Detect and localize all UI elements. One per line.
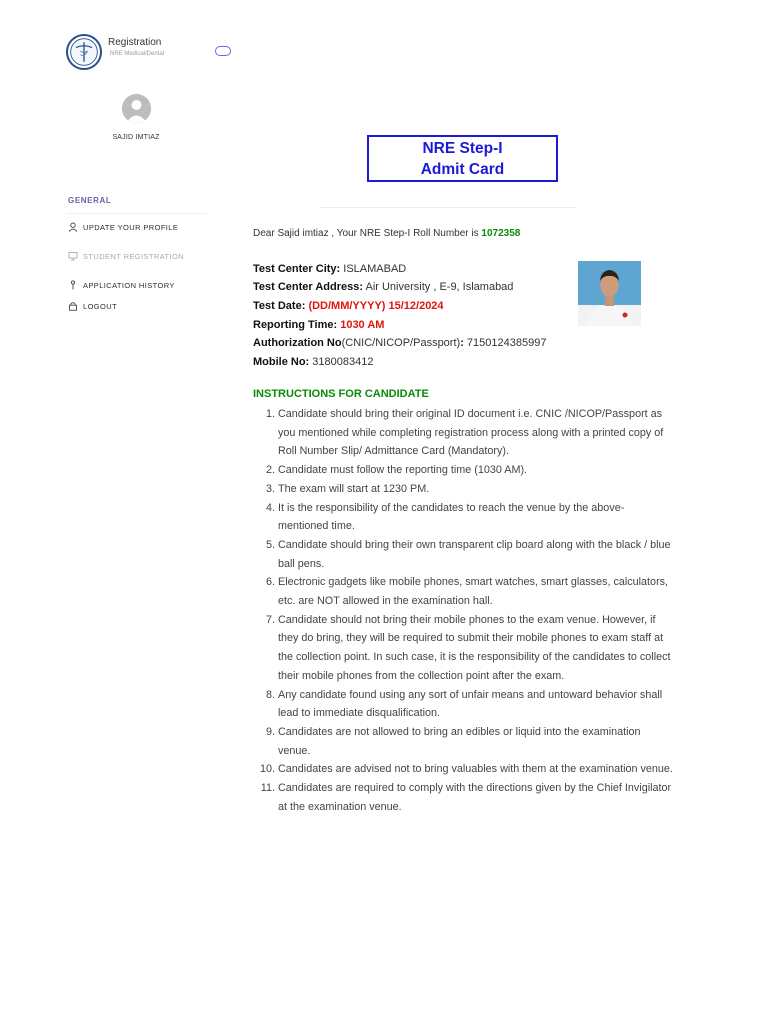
admit-card-title: NRE Step-I Admit Card: [420, 139, 505, 178]
instruction-text: Candidate must follow the reporting time (1030 AM).: [278, 464, 528, 477]
sidebar-item-application-history[interactable]: [68, 279, 175, 291]
brand-subtitle: NRE Medical/Dental: [110, 51, 165, 57]
field-value: 1030 AM: [340, 319, 385, 331]
test-center-address: [253, 281, 513, 293]
candidate-photo: [578, 261, 641, 326]
greeting-text: Dear Sajid imtiaz , Your NRE Step-I Roll Number is: [253, 228, 479, 239]
instruction-text: Any candidate found using any sort of unfair means and untoward behavior shall lead to immediate disqualification.: [278, 688, 663, 720]
field-label: Test Date:: [253, 300, 306, 312]
sidebar-section-label: GENERAL: [68, 196, 112, 205]
list-item: 3. The exam will start at 1230 PM.: [265, 482, 430, 495]
instruction-text: Candidates are advised not to bring valuables with them at the examination venue.: [278, 763, 673, 776]
mobile-number: [253, 356, 373, 368]
list-item: 7. Candidate should not bring their mobile phones to the exam venue. However, if they do bring, they will be required to submit their mobile phones to exam staff at the collection point. In such case, it is the responsibility of the candidates to collect their mobile phones from the collection point after the exam.: [265, 613, 671, 682]
instruction-text: Candidates are required to comply with the directions given by the Chief Invigilator at the examination venue.: [278, 782, 672, 813]
reporting-time: [253, 319, 384, 331]
test-center-city: [253, 263, 406, 275]
field-value: (DD/MM/YYYY) 15/12/2024: [308, 300, 444, 312]
list-item: 8. Any candidate found using any sort of unfair means and untoward behavior shall lead to immediate disqualification.: [265, 688, 663, 720]
sidebar-divider: [66, 213, 206, 214]
field-label: Mobile No:: [253, 356, 310, 368]
list-item: 10. Candidates are advised not to bring valuables with them at the examination venue.: [259, 763, 673, 776]
list-item: 1. Candidate should bring their original ID document i.e. CNIC /NICOP/Passport as you mentioned while completing registration process along with a printed copy of Roll Number Slip/ Admittance Card (Mandatory).: [265, 408, 664, 458]
sidebar-item-label: UPDATE YOUR PROFILE: [83, 222, 179, 232]
pin-icon: [68, 280, 78, 290]
greeting-line: [253, 228, 520, 239]
instruction-text: Candidates are not allowed to bring an edibles or liquid into the examination venue.: [278, 725, 641, 757]
field-label: Test Center City:: [253, 263, 341, 275]
list-item: 6. Electronic gadgets like mobile phones, smart watches, smart glasses, calculators, etc. are NOT allowed in the examination hall.: [265, 576, 669, 608]
field-value: ISLAMABAD: [343, 263, 407, 275]
field-label: Authorization No: [253, 337, 342, 349]
instruction-text: Candidate should not bring their mobile phones to the exam venue. However, if they do bring, they will be required to submit their mobile phones to exam staff at the collection point. In such case, it is the responsibility of the candidates to collect their mobile phones from the collection point after the exam.: [278, 613, 671, 682]
list-item: 5. Candidate should bring their own transparent clip board along with the black / blue ball pens.: [265, 538, 671, 570]
instruction-text: It is the responsibility of the candidates to reach the venue by the above-mentioned time.: [278, 501, 625, 533]
sidebar-item-student-registration[interactable]: [68, 250, 184, 262]
admit-card-title-box: [367, 135, 558, 182]
brand-title: Registration: [108, 37, 162, 48]
field-colon: :: [460, 337, 464, 349]
instructions-heading: INSTRUCTIONS FOR CANDIDATE: [253, 388, 429, 400]
sidebar-toggle[interactable]: [215, 46, 231, 56]
roll-number: 1072358: [481, 228, 521, 239]
field-value: 3180083412: [312, 356, 374, 368]
sidebar-item-logout[interactable]: [68, 300, 117, 312]
lock-icon: [68, 301, 78, 311]
field-value: Air University , E-9, Islamabad: [365, 281, 514, 293]
monitor-icon: [68, 251, 78, 261]
sidebar-item-label: APPLICATION HISTORY: [83, 280, 175, 290]
instructions-list: [253, 405, 673, 816]
sidebar-item-label: LOGOUT: [83, 301, 118, 311]
field-note: (CNIC/NICOP/Passport): [341, 337, 461, 349]
instruction-text: Candidate should bring their original ID document i.e. CNIC /NICOP/Passport as you mentioned while completing registration process along with a printed copy of Roll Number Slip/ Admittance Card (Mandatory).: [278, 408, 664, 458]
user-name: SAJID IMTIAZ: [112, 134, 160, 141]
logo[interactable]: [66, 34, 102, 70]
sidebar-item-update-profile[interactable]: [68, 221, 178, 233]
sidebar-item-label: STUDENT REGISTRATION: [83, 251, 185, 261]
list-item: 4. It is the responsibility of the candidates to reach the venue by the above-mentioned time.: [265, 501, 625, 533]
field-label: Reporting Time:: [253, 319, 338, 331]
user-icon: [68, 222, 78, 232]
list-item: 2. Candidate must follow the reporting time (1030 AM).: [265, 464, 528, 477]
field-label: Test Center Address:: [253, 281, 364, 293]
test-date: [253, 300, 444, 312]
list-item: 11. Candidates are required to comply with the directions given by the Chief Invigilator at the examination venue.: [260, 782, 672, 813]
avatar[interactable]: [122, 94, 151, 123]
user-avatar-icon: [122, 94, 151, 123]
field-value: 7150124385997: [466, 337, 547, 349]
title-divider: [320, 207, 576, 208]
authorization-number: [253, 337, 546, 349]
instruction-text: Candidate should bring their own transparent clip board along with the black / blue ball pens.: [278, 538, 671, 570]
list-item: 9. Candidates are not allowed to bring an edibles or liquid into the examination venue.: [265, 725, 641, 757]
instruction-text: Electronic gadgets like mobile phones, smart watches, smart glasses, calculators, etc. are NOT allowed in the examination hall.: [278, 576, 669, 608]
caduceus-icon: [68, 36, 100, 68]
instruction-text: The exam will start at 1230 PM.: [278, 482, 430, 495]
